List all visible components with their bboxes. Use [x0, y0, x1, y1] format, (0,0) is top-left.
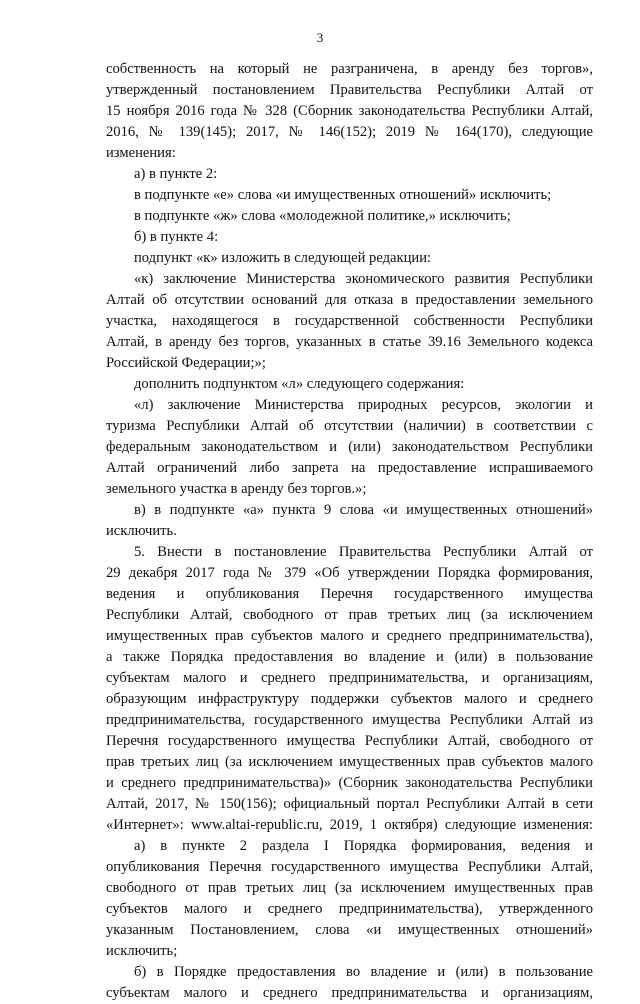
text-line: субъектов малого и среднего предпринимательства), утвержденного	[106, 901, 593, 917]
text-line: собственность на который не разграничена, в аренду без торгов»,	[106, 61, 593, 77]
text-line: федеральным законодательством и (или) законодательством Республики	[106, 439, 593, 455]
text-line: 29 декабря 2017 года № 379 «Об утверждении Порядка формирования,	[106, 565, 593, 581]
text-line: изменения:	[106, 145, 176, 161]
text-line: «л) заключение Министерства природных ресурсов, экологии и	[134, 397, 593, 413]
text-line: образующим инфраструктуру поддержки субъектов малого и среднего	[106, 691, 593, 707]
text-line: земельного участка в аренду без торгов.»;	[106, 481, 367, 497]
text-line: Республики Алтай, свободного от прав третьих лиц (за исключением	[106, 607, 593, 623]
text-line: «к) заключение Министерства экономического развития Республики	[134, 271, 593, 287]
text-line: субъектам малого и среднего предпринимательства, и организациям,	[106, 670, 593, 686]
text-line: субъектам малого и среднего предпринимательства и организациям,	[106, 985, 593, 1001]
text-line: дополнить подпунктом «л» следующего содержания:	[134, 376, 465, 392]
text-line: «Интернет»: www.altai-republic.ru, 2019, 1 октября) следующие изменения:	[106, 817, 593, 833]
text-line: предпринимательства, государственного имущества Республики Алтай из	[106, 712, 593, 728]
text-line: 5. Внести в постановление Правительства Республики Алтай от	[134, 544, 593, 560]
text-line: утвержденный постановлением Правительства Республики Алтай от	[106, 82, 593, 98]
text-line: а) в пункте 2 раздела I Порядка формирования, ведения и	[134, 838, 593, 854]
text-line: указанным Постановлением, слова «и имущественных отношений»	[106, 922, 593, 938]
text-line: Алтай, в аренду без торгов, указанных в статье 39.16 Земельного кодекса	[106, 334, 593, 350]
text-line: в подпункте «ж» слова «молодежной политике,» исключить;	[134, 208, 511, 224]
text-line: участка, находящегося в государственной собственности Республики	[106, 313, 593, 329]
page-number: 3	[316, 30, 324, 45]
text-line: опубликования Перечня государственного имущества Республики Алтай,	[106, 859, 593, 875]
text-line: в подпункте «е» слова «и имущественных отношений» исключить;	[134, 187, 552, 203]
text-line: свободного от прав третьих лиц (за исключением имущественных прав	[106, 880, 593, 896]
text-line: подпункт «к» изложить в следующей редакции:	[134, 250, 432, 266]
text-line: исключить;	[106, 943, 178, 959]
text-line: Перечня государственного имущества Республики Алтай, свободного от	[106, 733, 593, 749]
text-line: в) в подпункте «а» пункта 9 слова «и имущественных отношений»	[134, 502, 593, 518]
text-line: Алтай об отсутствии оснований для отказа в предоставлении земельного	[106, 292, 593, 308]
text-line: исключить.	[106, 523, 177, 539]
text-line: имущественных прав субъектов малого и среднего предпринимательства),	[106, 628, 593, 644]
text-line: прав третьих лиц (за исключением имущественных прав субъектов малого	[106, 754, 593, 770]
text-line: а) в пункте 2:	[134, 166, 218, 182]
text-line: б) в пункте 4:	[134, 229, 219, 245]
text-line: туризма Республики Алтай об отсутствии (наличии) в соответствии с	[106, 418, 593, 434]
text-line: а также Порядка предоставления во владение и (или) в пользование	[106, 649, 593, 665]
text-line: 15 ноября 2016 года № 328 (Сборник законодательства Республики Алтай,	[106, 103, 593, 119]
text-line: Российской Федерации;»;	[106, 355, 266, 371]
text-line: б) в Порядке предоставления во владение и (или) в пользование	[134, 964, 593, 980]
text-line: ведения и опубликования Перечня государственного имущества	[106, 586, 593, 602]
document-body	[106, 59, 593, 1004]
text-line: 2016, № 139(145); 2017, № 146(152); 2019 № 164(170), следующие	[106, 124, 593, 140]
text-line: Алтай ограничений либо запрета на предоставление испрашиваемого	[106, 460, 593, 476]
text-line: и среднего предпринимательства)» (Сборник законодательства Республики	[106, 775, 593, 791]
text-line: Алтай, 2017, № 150(156); официальный портал Республики Алтай в сети	[106, 796, 593, 812]
